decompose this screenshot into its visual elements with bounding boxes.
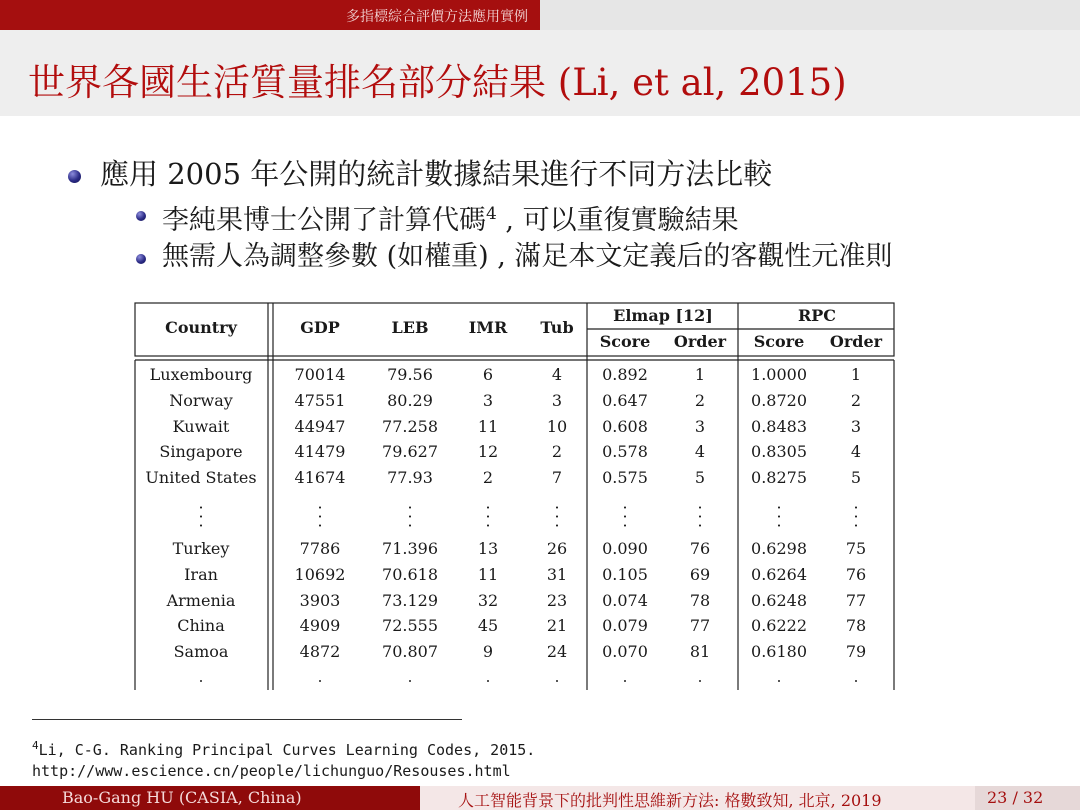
cell-imr: 11	[477, 564, 499, 584]
cell-country: Luxembourg	[149, 365, 253, 384]
cell-elmap-order: 3	[694, 416, 706, 436]
slide-title: 世界各國生活質量排名部分結果 (Li, et al, 2015)	[28, 61, 847, 104]
cell-rpc-score: 0.8305	[751, 442, 807, 462]
cell-rpc-order: 2	[850, 390, 862, 410]
section-title: 多指標綜合評價方法應用實例	[346, 9, 528, 25]
trailing-dot	[699, 680, 701, 682]
cell-country: Turkey	[172, 539, 230, 558]
cell-rpc-order: 77	[845, 590, 867, 610]
trailing-dot	[409, 680, 411, 682]
cell-tub: 23	[546, 590, 568, 610]
cell-elmap-order: 76	[689, 539, 711, 558]
cell-country: Samoa	[173, 642, 229, 662]
cell-rpc-score: 0.6222	[751, 616, 807, 636]
bullet-main	[66, 152, 1066, 196]
ellipsis-mark	[200, 503, 202, 529]
cell-leb: 72.555	[382, 616, 438, 636]
cell-rpc-order: 1	[850, 365, 862, 384]
footer-talk-title: 人工智能背景下的批判性思維新方法: 格數致知, 北京, 2019	[458, 791, 882, 810]
ellipsis-mark	[319, 503, 321, 529]
ellipsis-mark	[699, 503, 701, 529]
cell-country: Norway	[169, 390, 233, 410]
cell-elmap-score: 0.105	[602, 564, 648, 584]
header-gdp: GDP	[300, 318, 340, 337]
trailing-dot	[778, 680, 780, 682]
cell-gdp: 41674	[294, 468, 346, 488]
bullet-ball-icon	[136, 211, 146, 221]
cell-elmap-order: 4	[694, 442, 706, 462]
header-rpc-order: Order	[829, 332, 883, 351]
cell-tub: 4	[551, 365, 563, 384]
cell-gdp: 70014	[294, 365, 346, 384]
cell-imr: 45	[477, 616, 499, 636]
ellipsis-mark	[556, 503, 558, 529]
cell-elmap-score: 0.608	[602, 416, 648, 436]
section-title-bar	[0, 0, 540, 30]
cell-elmap-score: 0.079	[602, 616, 648, 636]
footer-author-box	[0, 786, 420, 810]
cell-leb: 73.129	[382, 590, 438, 610]
footnote-ref: 4	[486, 204, 497, 224]
footer-talk-box	[420, 786, 975, 810]
cell-elmap-order: 81	[689, 642, 711, 662]
cell-leb: 70.618	[382, 564, 438, 584]
ellipsis-mark	[778, 503, 780, 529]
cell-rpc-order: 75	[845, 539, 867, 558]
footer-bar	[0, 786, 1080, 810]
cell-rpc-score: 0.6180	[751, 642, 807, 662]
title-bar	[0, 30, 1080, 116]
trailing-dot	[487, 680, 489, 682]
cell-rpc-order: 78	[845, 616, 867, 636]
header-country: Country	[165, 318, 237, 337]
cell-imr: 6	[482, 365, 494, 384]
header-rpc-score: Score	[753, 332, 805, 351]
footnote	[32, 735, 535, 782]
cell-rpc-order: 79	[845, 642, 867, 662]
cell-imr: 2	[482, 468, 494, 488]
header-elmap: Elmap [12]	[613, 306, 713, 325]
cell-country: Kuwait	[172, 416, 230, 436]
footer-page-box	[975, 786, 1080, 810]
cell-imr: 12	[477, 442, 499, 462]
cell-rpc-order: 76	[845, 564, 867, 584]
cell-tub: 3	[551, 390, 563, 410]
ellipsis-mark	[409, 503, 411, 529]
cell-gdp: 47551	[294, 390, 346, 410]
cell-leb: 77.258	[382, 416, 438, 436]
cell-elmap-order: 5	[694, 468, 706, 488]
cell-elmap-score: 0.090	[602, 539, 648, 558]
header-imr: IMR	[468, 318, 508, 337]
cell-elmap-score: 0.892	[602, 365, 648, 384]
cell-rpc-score: 0.6248	[751, 590, 807, 610]
header-leb: LEB	[391, 318, 429, 337]
cell-rpc-score: 0.6298	[751, 539, 807, 558]
bullet-sub-1-tail: , 可以重復實驗結果	[496, 205, 739, 236]
cell-rpc-score: 0.6264	[751, 564, 807, 584]
cell-tub: 31	[546, 564, 568, 584]
cell-elmap-order: 2	[694, 390, 706, 410]
trailing-dot	[556, 680, 558, 682]
cell-elmap-score: 0.575	[602, 468, 648, 488]
cell-imr: 13	[477, 539, 499, 558]
bullet-list	[66, 152, 1066, 275]
cell-rpc-score: 0.8720	[751, 390, 807, 410]
cell-leb: 80.29	[387, 390, 433, 410]
cell-gdp: 10692	[294, 564, 346, 584]
bullet-sub-1	[66, 196, 1066, 239]
bullet-ball-icon	[68, 170, 81, 183]
footer-author: Bao-Gang HU (CASIA, China)	[62, 788, 302, 807]
cell-rpc-score: 1.0000	[751, 365, 807, 384]
page-number: 23 / 32	[987, 788, 1044, 807]
trailing-dot	[200, 680, 202, 682]
cell-elmap-score: 0.578	[602, 442, 648, 462]
cell-gdp: 41479	[294, 442, 346, 462]
trailing-dot	[319, 680, 321, 682]
cell-country: Iran	[184, 564, 218, 584]
top-bar-filler	[540, 0, 1080, 30]
footnote-mark: 4	[32, 739, 39, 752]
cell-elmap-score: 0.074	[602, 590, 648, 610]
cell-elmap-order: 77	[689, 616, 711, 636]
cell-imr: 3	[482, 390, 494, 410]
trailing-dot	[855, 680, 857, 682]
footnote-line-1	[32, 735, 535, 761]
cell-country: China	[177, 616, 225, 636]
cell-imr: 11	[477, 416, 499, 436]
bullet-sub-1-text: 李純果博士公開了計算代碼	[162, 205, 486, 236]
cell-leb: 71.396	[382, 539, 438, 558]
cell-tub: 2	[551, 442, 563, 462]
cell-rpc-order: 4	[850, 442, 862, 462]
cell-rpc-score: 0.8275	[751, 468, 807, 488]
cell-imr: 32	[477, 590, 499, 610]
cell-leb: 79.627	[382, 442, 438, 462]
header-rpc: RPC	[797, 306, 837, 325]
cell-elmap-score: 0.070	[602, 642, 648, 662]
top-bar	[0, 0, 1080, 30]
trailing-dot	[624, 680, 626, 682]
cell-gdp: 3903	[299, 590, 341, 610]
cell-leb: 77.93	[387, 468, 433, 488]
cell-tub: 7	[551, 468, 563, 488]
bullet-sub-2	[66, 239, 1066, 275]
cell-country: Armenia	[166, 590, 236, 610]
cell-rpc-order: 3	[850, 416, 862, 436]
cell-elmap-order: 78	[689, 590, 711, 610]
footnote-rule	[32, 719, 462, 720]
cell-rpc-score: 0.8483	[751, 416, 807, 436]
cell-country: United States	[145, 468, 257, 488]
ellipsis-mark	[855, 503, 857, 529]
cell-elmap-order: 69	[689, 564, 711, 584]
results-table	[134, 302, 896, 690]
bullet-sub-2-text: 無需人為調整參數 (如權重) , 滿足本文定義后的客觀性元准則	[162, 241, 893, 272]
bullet-main-text: 應用 2005 年公開的統計數據結果進行不同方法比較	[100, 157, 773, 191]
ellipsis-mark	[487, 503, 489, 529]
cell-leb: 70.807	[382, 642, 438, 662]
cell-tub: 24	[546, 642, 568, 662]
cell-elmap-score: 0.647	[602, 390, 648, 410]
cell-tub: 26	[546, 539, 568, 558]
cell-gdp: 44947	[294, 416, 346, 436]
cell-leb: 79.56	[387, 365, 433, 384]
header-elmap-order: Order	[673, 332, 727, 351]
cell-rpc-order: 5	[850, 468, 862, 488]
cell-imr: 9	[482, 642, 494, 662]
cell-tub: 21	[546, 616, 568, 636]
cell-gdp: 4909	[299, 616, 341, 636]
ellipsis-mark	[624, 503, 626, 529]
header-tub: Tub	[540, 318, 574, 337]
cell-gdp: 7786	[299, 539, 341, 558]
cell-country: Singapore	[159, 442, 243, 462]
bullet-ball-icon	[136, 254, 146, 264]
footnote-citation: Li, C-G. Ranking Principal Curves Learning Codes, 2015.	[38, 741, 536, 759]
cell-elmap-order: 1	[694, 365, 706, 384]
cell-tub: 10	[546, 416, 568, 436]
header-elmap-score: Score	[599, 332, 651, 351]
footnote-line-2: http://www.escience.cn/people/lichunguo/Resouses.html	[32, 762, 511, 780]
cell-gdp: 4872	[299, 642, 341, 662]
